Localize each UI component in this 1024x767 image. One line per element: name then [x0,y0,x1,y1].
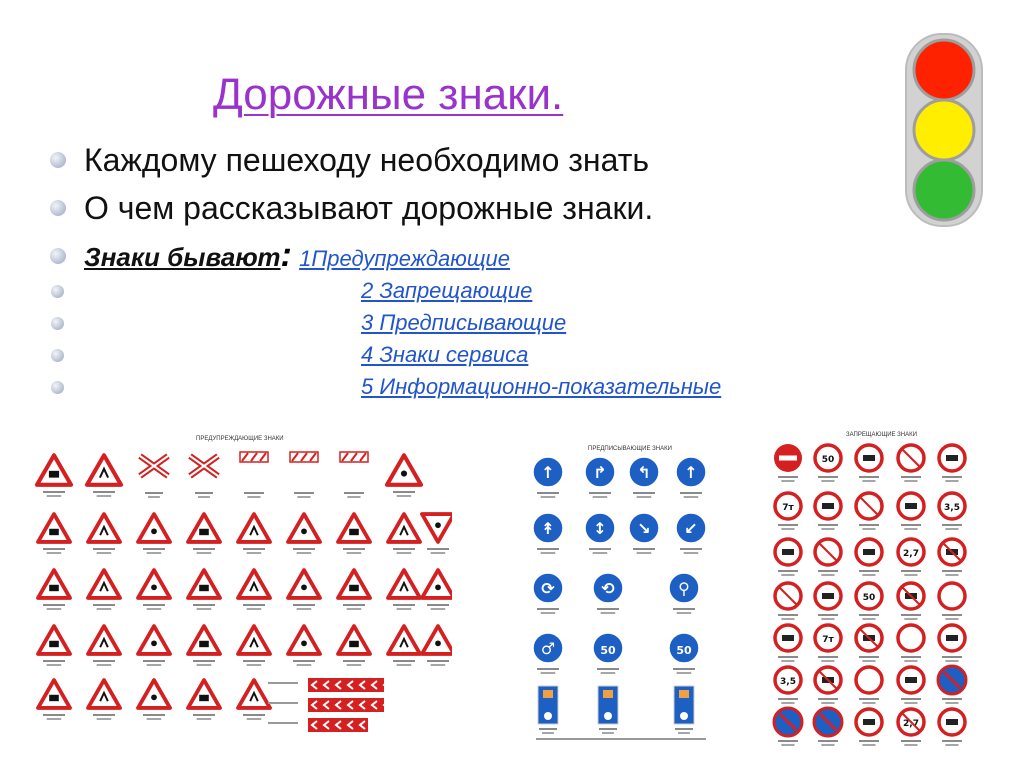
warning-sign-icon [388,626,420,654]
warning-sign-icon [38,514,70,542]
warning-sign-icon [288,514,320,542]
railroad-crossing-sign-icon [140,456,168,476]
warning-sign-icon [138,570,170,598]
prohibitory-sign-icon [775,583,801,609]
prohibitory-sign-icon [775,625,801,651]
mandatory-sign-icon [676,513,706,543]
prohibitory-sign-icon [775,539,801,565]
prohibitory-sign-icon [856,445,882,471]
mandatory-sign-icon [669,633,699,663]
prohibitory-sign-icon [815,583,841,609]
mandatory-sign-icon [629,513,659,543]
svg-text:7т: 7т [782,503,794,513]
svg-text:↘: ↘ [637,519,651,538]
svg-text:↕: ↕ [593,519,607,538]
svg-text:↑: ↑ [541,463,555,482]
lane-sign-icon [538,686,558,724]
slide-title: Дорожные знаки. [213,70,564,119]
warning-sign-icon [388,570,420,598]
bullet-icon [51,285,64,298]
warning-sign-icon [188,680,220,708]
warning-sign-icon [188,514,220,542]
warning-sign-icon [338,570,370,598]
svg-text:50: 50 [821,455,835,465]
svg-text:2,7: 2,7 [903,549,919,559]
warning-signs-image [28,432,452,734]
bullet-icon [51,317,64,330]
warning-sign-icon [88,570,120,598]
warning-sign-icon [38,680,70,708]
mandatory-signs-image [516,442,728,747]
bullet-text: О чем рассказывают дорожные знаки. [84,190,654,226]
warning-sign-icon [37,455,71,485]
prohibitory-signs-image [766,428,980,758]
warning-sign-icon [422,570,452,598]
svg-text:↟: ↟ [541,519,555,538]
svg-text:50: 50 [862,593,876,603]
svg-text:50: 50 [676,644,692,657]
warning-sign-icon [338,626,370,654]
warning-sign-icon [238,514,270,542]
mandatory-sign-icon [593,633,623,663]
prohibitory-sign-icon [774,444,802,472]
prohibitory-sign-icon [939,445,965,471]
svg-text:2,7: 2,7 [903,719,919,729]
prohibitory-sign-icon [856,625,882,651]
prohibitory-sign-icon [939,625,965,651]
kind-link-mandatory[interactable]: 3 Предписывающие [361,310,567,335]
prohibitory-sign-icon [856,583,882,609]
svg-text:♂: ♂ [540,639,556,658]
prohibitory-sign-icon [898,445,924,471]
svg-text:50: 50 [600,644,616,657]
prohibitory-sign-icon [939,709,965,735]
warning-sign-icon [38,626,70,654]
bullet-icon [50,248,66,264]
warning-sign-icon [138,514,170,542]
prohibitory-sign-icon [898,493,924,519]
prohibitory-sign-icon [856,493,882,519]
warning-sign-icon [387,455,421,485]
warning-sign-icon [88,626,120,654]
prohibitory-sign-icon [815,667,841,693]
kind-link-prohibitory[interactable]: 2 Запрещающие [361,278,533,303]
warning-sign-icon [288,626,320,654]
prohibitory-sign-icon [939,539,965,565]
mandatory-sign-icon [533,513,563,543]
svg-text:7т: 7т [822,635,834,645]
svg-text:↰: ↰ [637,463,651,482]
prohibitory-sign-icon [815,493,841,519]
warning-sign-icon [288,570,320,598]
mandatory-sign-icon [533,573,563,603]
bullet-icon [50,200,66,216]
prohibitory-sign-icon [898,709,924,735]
kind-link-warning[interactable]: 1Предупреждающие [299,246,511,271]
bullet-item [50,140,870,188]
warning-sign-icon [138,626,170,654]
mandatory-sign-icon [669,573,699,603]
svg-text:⚲: ⚲ [678,579,690,598]
prohibitory-sign-icon [939,583,965,609]
mandatory-sign-icon [629,457,659,487]
warning-sign-icon [188,570,220,598]
railroad-approach-sign-icon [290,452,318,462]
bullet-item [50,340,870,372]
svg-text:⟲: ⟲ [601,579,615,598]
bullet-item-kinds [50,238,870,276]
turn-direction-sign-icon [308,678,389,732]
svg-text:↑: ↑ [684,463,698,482]
lane-sign-icon [674,686,694,724]
prohibitory-sign-icon [856,539,882,565]
bullet-text: Каждому пешеходу необходимо знать [84,142,650,178]
railroad-approach-sign-icon [240,452,268,462]
prohibitory-sign-icon [898,625,924,651]
kind-link-service[interactable]: 4 Знаки сервиса [361,342,529,367]
svg-text:↱: ↱ [593,463,607,482]
bullet-list [50,140,870,404]
lane-sign-icon [598,686,618,724]
warning-sign-icon [138,680,170,708]
warning-sign-icon [87,455,121,485]
prohibitory-sign-icon [898,583,924,609]
kind-link-informational[interactable]: 5 Информационно-показательные [361,374,722,399]
bullet-icon [51,349,64,362]
mandatory-sign-icon [676,457,706,487]
svg-text:⟳: ⟳ [541,579,555,598]
prohibitory-sign-icon [815,539,841,565]
warning-sign-icon [422,626,452,654]
mandatory-sign-icon [533,633,563,663]
prohibitory-sign-icon [775,493,801,519]
warning-sign-icon [238,626,270,654]
bullet-icon [51,381,64,394]
prohibitory-sign-icon [856,709,882,735]
bullet-item [50,276,870,308]
prohibitory-sign-icon [856,667,882,693]
railroad-crossing-sign-icon [190,456,218,476]
svg-text:↙: ↙ [684,519,698,538]
warning-sign-icon [422,514,452,542]
svg-text:3,5: 3,5 [780,677,796,687]
kinds-colon: : [280,236,292,274]
kinds-label: Знаки бывают [84,242,281,272]
warning-sign-icon [88,514,120,542]
bullet-item [50,188,870,236]
prohibitory-signs-title: ЗАПРЕЩАЮЩИЕ ЗНАКИ [846,432,917,438]
warning-sign-icon [338,514,370,542]
svg-text:3,5: 3,5 [944,503,960,513]
prohibitory-sign-icon [775,667,801,693]
prohibitory-sign-icon [815,445,841,471]
warning-sign-icon [238,680,270,708]
warning-sign-icon [88,680,120,708]
warning-sign-icon [388,514,420,542]
mandatory-sign-icon [533,457,563,487]
bullet-item [50,308,870,340]
prohibitory-sign-icon [938,666,966,694]
mandatory-sign-icon [593,573,623,603]
prohibitory-sign-icon [774,708,802,736]
prohibitory-sign-icon [814,708,842,736]
warning-sign-icon [38,570,70,598]
traffic-light-icon [902,32,986,228]
prohibitory-sign-icon [815,625,841,651]
prohibitory-sign-icon [939,493,965,519]
mandatory-sign-icon [585,457,615,487]
warning-sign-icon [188,626,220,654]
prohibitory-sign-icon [898,667,924,693]
bullet-icon [50,152,66,168]
bullet-item [50,372,870,404]
warning-signs-title: ПРЕДУПРЕЖДАЮЩИЕ ЗНАКИ [196,436,284,442]
warning-sign-icon [238,570,270,598]
prohibitory-sign-icon [898,539,924,565]
railroad-approach-sign-icon [340,452,368,462]
mandatory-sign-icon [585,513,615,543]
mandatory-signs-title: ПРЕДПИСЫВАЮЩИЕ ЗНАКИ [588,446,672,452]
